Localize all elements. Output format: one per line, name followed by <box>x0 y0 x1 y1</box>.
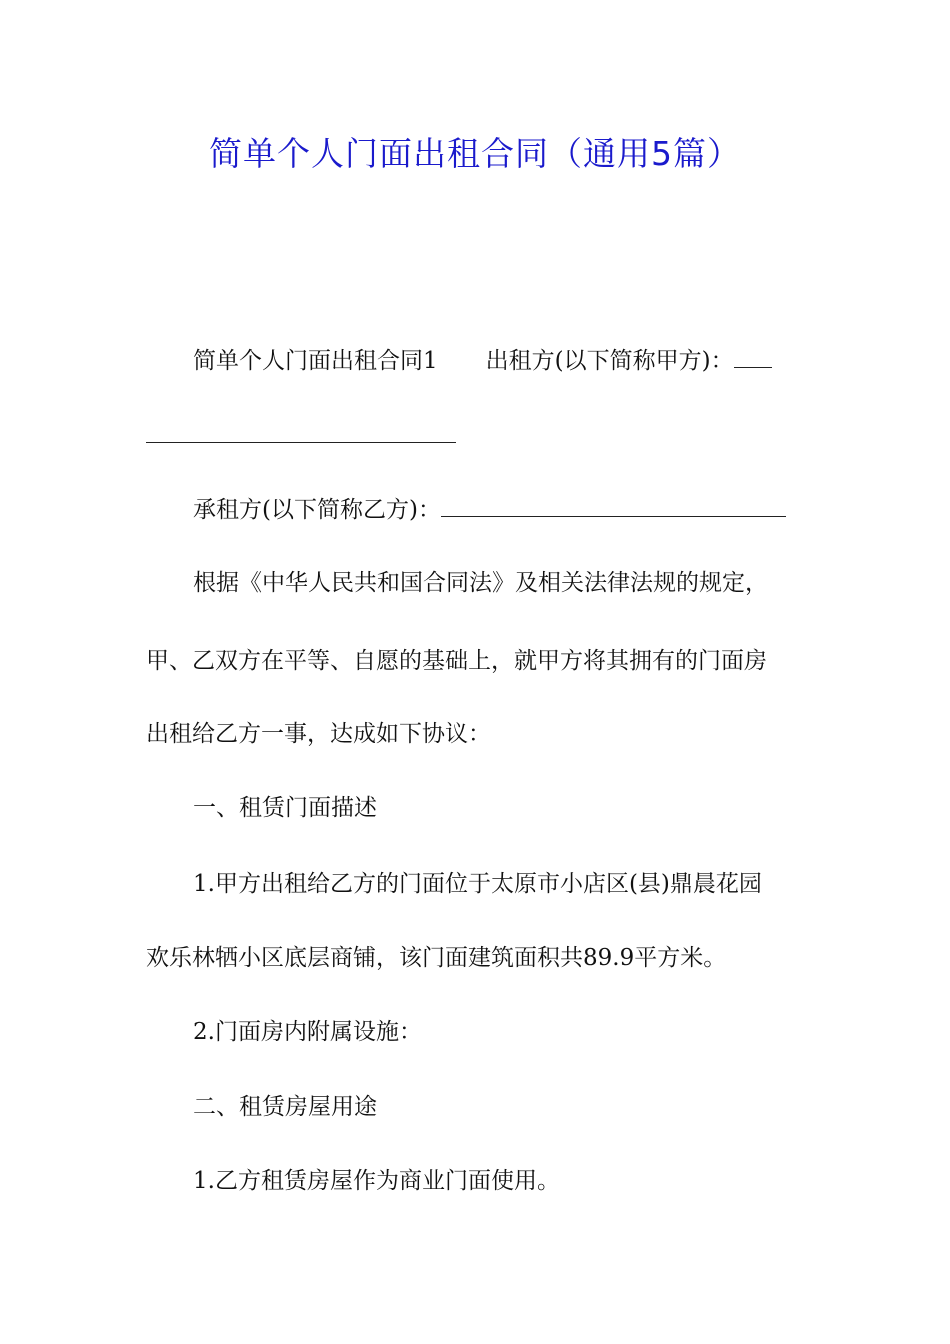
clause-1-1-line2: 欢乐林牺小区底层商铺，该门面建筑面积共89.9平方米。 <box>146 945 727 971</box>
lessor-label: 出租方(以下简称甲方)： <box>485 348 734 374</box>
section-heading-1: 一、租赁门面描述 <box>193 795 377 821</box>
lessor-blank <box>734 345 772 368</box>
paragraph-lessor <box>193 345 772 376</box>
clause-1-2: 2.门面房内附属设施： <box>193 1019 422 1045</box>
lessee-blank <box>441 494 786 517</box>
paragraph-basis-line3: 出租给乙方一事，达成如下协议： <box>146 721 491 747</box>
document-title: 简单个人门面出租合同（通用5篇） <box>209 134 741 173</box>
contract-heading-1: 简单个人门面出租合同1 <box>193 348 438 374</box>
paragraph-basis-line2: 甲、乙双方在平等、自愿的基础上，就甲方将其拥有的门面房 <box>146 648 767 674</box>
section-heading-2: 二、租赁房屋用途 <box>193 1094 377 1120</box>
paragraph-basis-line1: 根据《中华人民共和国合同法》及相关法律法规的规定， <box>193 570 768 596</box>
paragraph-lessee <box>193 494 786 525</box>
clause-2-1: 1.乙方租赁房屋作为商业门面使用。 <box>193 1168 560 1194</box>
clause-1-1-line1: 1.甲方出租给乙方的门面位于太原市小店区(县)鼎晨花园 <box>193 871 762 897</box>
lessee-label: 承租方(以下简称乙方)： <box>193 497 441 523</box>
lessor-blank-continued <box>146 420 456 451</box>
